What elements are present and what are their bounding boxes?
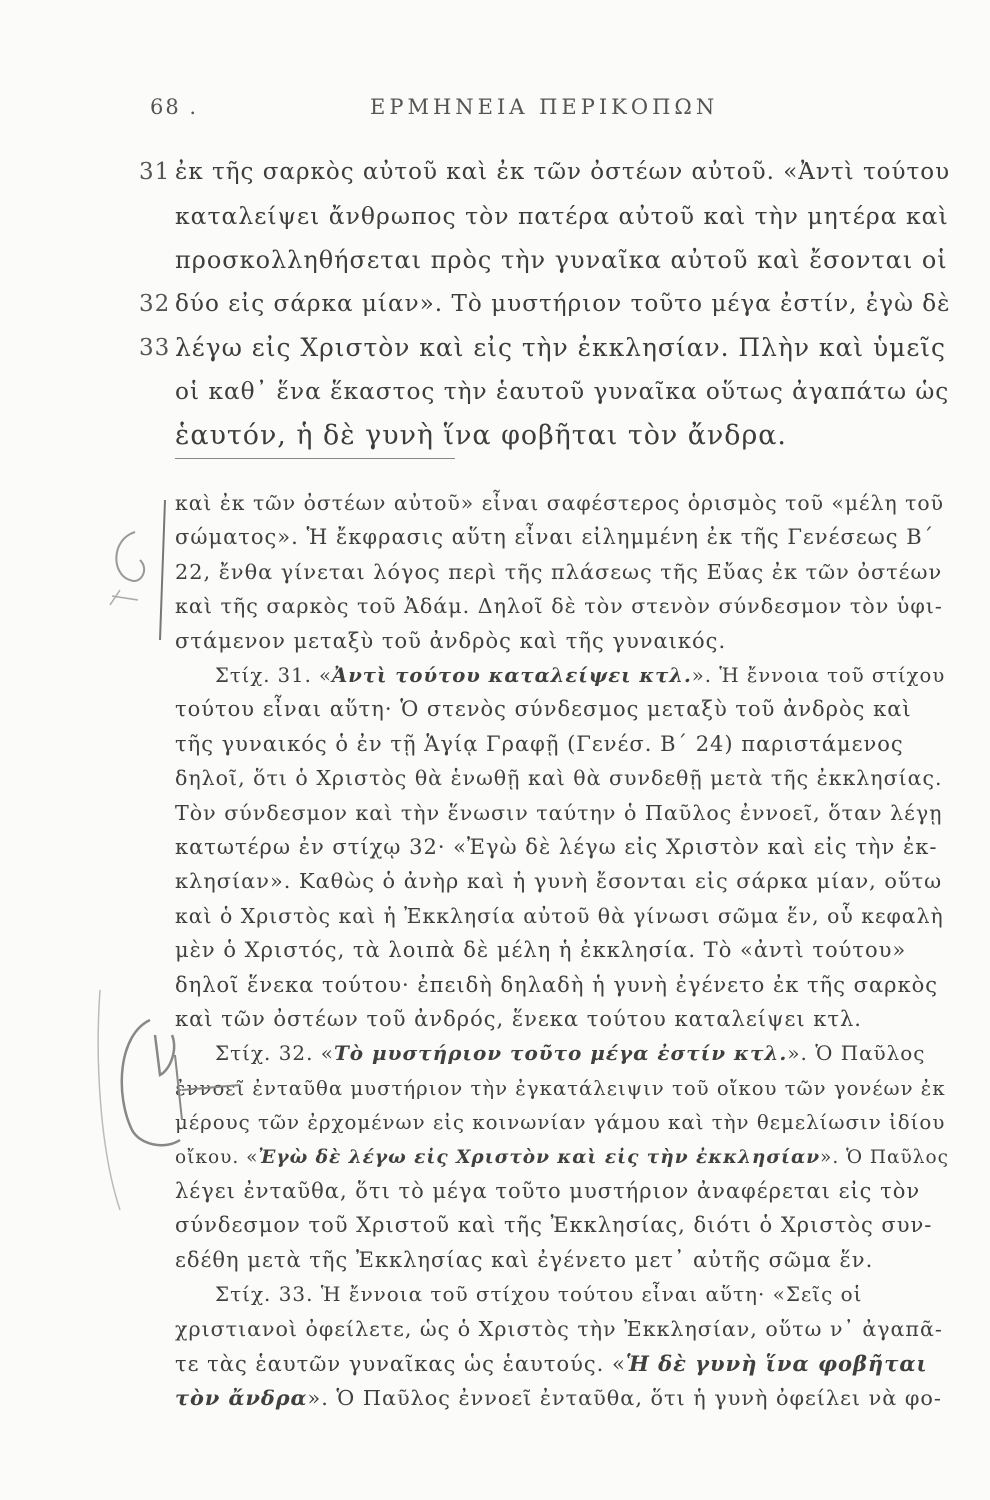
commentary-line <box>175 866 943 897</box>
commentary-span: μέρους τῶν ἐρχομένων εἰς κοινωνίαν γάμου καὶ τὴν θεμελίωσιν ἰδίου <box>175 1111 946 1134</box>
commentary-line <box>215 1038 980 1069</box>
verse-text: λέγω εἰς Χριστὸν καὶ εἰς τὴν ἐκκλησίαν. Πλὴν καὶ ὑμεῖς <box>175 333 946 362</box>
commentary-line <box>175 522 940 553</box>
commentary-line <box>175 1142 949 1173</box>
verse-text: προσκολληθήσεται πρὸς τὴν γυναῖκα αὐτοῦ καὶ ἔσονται οἱ <box>175 246 948 274</box>
commentary-span: καὶ ὁ Χριστὸς καὶ ἡ Ἐκκλησία αὐτοῦ θὰ γίνωσι σῶμα ἕν, οὗ κεφαλὴ <box>175 904 944 928</box>
commentary-span: Στίχ. 31. « <box>215 664 332 687</box>
quoted-scripture: Ἀντὶ τούτου καταλείψει κτλ. <box>332 664 692 687</box>
commentary-line <box>215 660 980 691</box>
commentary-span: στάμενον μεταξὺ τοῦ ἀνδρὸς καὶ τῆς γυναικός. <box>175 629 727 653</box>
commentary-line <box>175 832 940 863</box>
commentary-span: καὶ ἐκ τῶν ὀστέων αὐτοῦ» εἶναι σαφέστερος ὁρισμὸς τοῦ «μέλη τοῦ <box>175 491 944 515</box>
commentary-span: δηλοῖ, ὅτι ὁ Χριστὸς θὰ ἑνωθῇ καὶ θὰ συνδεθῇ μετὰ τῆς ἐκκλησίας. <box>175 766 943 790</box>
verse-text: ἐκ τῆς σαρκὸς αὐτοῦ καὶ ἐκ τῶν ὀστέων αὐτοῦ. «Ἀντὶ τούτου <box>175 159 951 185</box>
separator-rule <box>175 458 455 459</box>
commentary-span: κατωτέρω ἐν στίχῳ 32· «Ἐγὼ δὲ λέγω εἰς Χριστὸν καὶ εἰς τὴν ἐκ- <box>175 835 938 859</box>
commentary-span: τε τὰς ἑαυτῶν γυναῖκας ὡς ἑαυτούς. « <box>175 1352 626 1376</box>
commentary-line <box>175 798 943 829</box>
commentary-line <box>175 1210 940 1241</box>
commentary-span: τούτου εἶναι αὕτη· Ὁ στενὸς σύνδεσμος μεταξὺ τοῦ ἀνδρὸς καὶ <box>175 697 912 721</box>
commentary-span: καὶ τῆς σαρκὸς τοῦ Ἀδάμ. Δηλοῖ δὲ τὸν στενὸν σύνδεσμον τὸν ὑφι- <box>175 594 943 618</box>
commentary-span: 22, ἔνθα γίνεται λόγος περὶ τῆς πλάσεως τῆς Εὔας ἐκ τῶν ὀστέων <box>175 560 943 584</box>
commentary-span: Στίχ. 33. Ἡ ἔννοια τοῦ στίχου τούτου εἶναι αὕτη· «Σεῖς οἱ <box>215 1282 863 1306</box>
commentary-span: σύνδεσμον τοῦ Χριστοῦ καὶ τῆς Ἐκκλησίας, διότι ὁ Χριστὸς συν- <box>175 1213 933 1237</box>
commentary-line <box>175 1004 940 1035</box>
commentary-line <box>175 763 943 794</box>
verse-line <box>139 326 946 370</box>
page-header <box>0 95 990 135</box>
commentary-span: τῆς γυναικός ὁ ἐν τῇ Ἁγίᾳ Γραφῇ (Γενέσ. Β´ 24) παριστάμενος <box>175 732 904 756</box>
commentary-span: ἐννοεῖ ἐνταῦθα μυστήριον τὴν ἐγκατάλειψιν τοῦ οἴκου τῶν γονέων ἐκ <box>175 1077 946 1100</box>
verse-number: 31 <box>139 159 171 185</box>
quoted-scripture: Ἡ δὲ γυνὴ ἵνα φοβῆται <box>625 1351 928 1376</box>
verse-text: καταλείψει ἄνθρωπος τὸν πατέρα αὐτοῦ καὶ τὴν μητέρα καὶ <box>175 202 949 230</box>
verse-text: οἱ καθ᾽ ἕνα ἕκαστος τὴν ἑαυτοῦ γυναῖκα οὕτως ἀγαπάτω ὡς <box>175 378 950 405</box>
commentary-span: ». Ὁ Παῦλος <box>820 1147 949 1168</box>
commentary-line <box>175 901 944 932</box>
verse-line <box>139 282 951 326</box>
commentary-line <box>175 626 940 657</box>
commentary-line <box>175 1073 946 1104</box>
commentary-span: μὲν ὁ Χριστός, τὰ λοιπὰ δὲ μέλη ἡ ἐκκλησία. Τὸ «ἀντὶ τούτου» <box>175 938 907 962</box>
commentary-line <box>175 970 940 1001</box>
commentary-line <box>175 729 940 760</box>
commentary-span: κλησίαν». Καθὼς ὁ ἀνὴρ καὶ ἡ γυνὴ ἔσονται εἰς σάρκα μίαν, οὕτω <box>175 869 943 893</box>
running-title: ΕΡΜΗΝΕΙΑ ΠΕΡΙΚΟΠΩΝ <box>370 95 719 119</box>
verse-line <box>175 238 948 282</box>
quoted-scripture: τὸν ἄνδρα <box>175 1385 308 1410</box>
commentary-span: λέγει ἐνταῦθα, ὅτι τὸ μέγα τοῦτο μυστήριον ἀναφέρεται εἰς τὸν <box>175 1179 921 1203</box>
commentary-span: ». Ἡ ἔννοια τοῦ στίχου <box>691 664 946 687</box>
commentary-line <box>175 557 943 588</box>
commentary-span: δηλοῖ ἕνεκα τούτου· ἐπειδὴ δηλαδὴ ἡ γυνὴ ἐγένετο ἐκ τῆς σαρκὸς <box>175 973 939 997</box>
commentary-line <box>175 1348 940 1379</box>
commentary-line <box>175 488 944 519</box>
page-number: 68 . <box>150 95 199 119</box>
commentary-line <box>175 1314 943 1345</box>
commentary-span: καὶ τῶν ὀστέων τοῦ ἀνδρός, ἕνεκα τούτου καταλείψει κτλ. <box>175 1007 862 1031</box>
quoted-scripture: Τὸ μυστήριον τοῦτο μέγα ἐστίν κτλ. <box>333 1041 788 1065</box>
verse-text: ἑαυτόν, ἡ δὲ γυνὴ ἵνα φοβῆται τὸν ἄνδρα. <box>175 420 787 451</box>
verse-line <box>175 194 949 238</box>
commentary-span: ». Ὁ Παῦλος <box>787 1041 926 1065</box>
commentary-line <box>175 935 940 966</box>
commentary-span: Τὸν σύνδεσμον καὶ τὴν ἕνωσιν ταύτην ὁ Παῦλος ἐννοεῖ, ὅταν λέγῃ <box>175 801 943 825</box>
commentary-span: χριστιανοὶ ὀφείλετε, ὡς ὁ Χριστὸς τὴν Ἐκκλησίαν, οὕτω ν᾽ ἀγαπᾶ- <box>175 1317 943 1341</box>
commentary-line <box>175 1245 940 1276</box>
verse-line <box>175 370 950 414</box>
commentary-span: Στίχ. 32. « <box>215 1041 334 1065</box>
commentary-span: οἴκου. « <box>175 1147 259 1168</box>
commentary-span: σώματος». Ἡ ἔκφρασις αὕτη εἶναι εἰλημμένη ἐκ τῆς Γενέσεως Β´ <box>175 525 935 549</box>
quoted-scripture: Ἐγὼ δὲ λέγω εἰς Χριστὸν καὶ εἰς τὴν ἐκκλησίαν <box>258 1147 821 1168</box>
commentary-line <box>175 694 940 725</box>
commentary-line <box>175 1382 940 1413</box>
verse-number: 33 <box>139 335 171 361</box>
commentary-span: ». Ὁ Παῦλος ἐννοεῖ ἐνταῦθα, ὅτι ἡ γυνὴ ὀφείλει νὰ φο- <box>307 1386 942 1410</box>
commentary-span: εδέθη μετὰ τῆς Ἐκκλησίας καὶ ἐγένετο μετ᾽ αὐτῆς σῶμα ἕν. <box>175 1248 874 1272</box>
commentary-line <box>175 1107 946 1138</box>
commentary-line <box>175 1176 940 1207</box>
verse-number: 32 <box>139 291 171 317</box>
verse-line <box>175 414 945 458</box>
commentary-line <box>215 1279 980 1310</box>
verse-text: δύο εἰς σάρκα μίαν». Τὸ μυστήριον τοῦτο μέγα ἐστίν, ἐγὼ δὲ <box>175 291 951 317</box>
verse-line <box>139 150 951 194</box>
commentary-line <box>175 591 943 622</box>
